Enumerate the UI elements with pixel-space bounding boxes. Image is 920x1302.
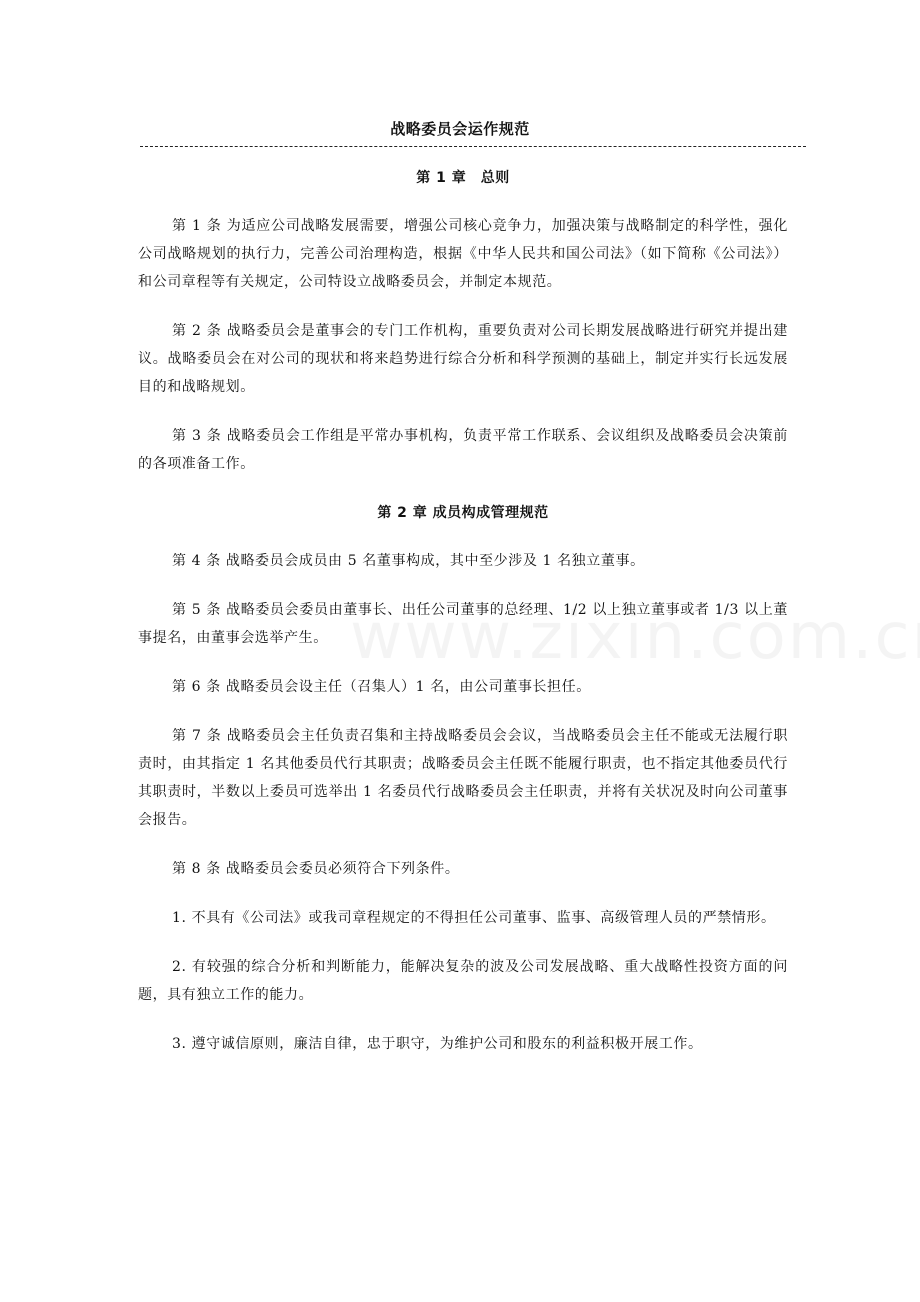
document-body [138, 164, 788, 1079]
article-5: 第 5 条 战略委员会委员由董事长、出任公司董事的总经理、1/2 以上独立董事或者 1/3 以上董事提名，由董事会选举产生。 [138, 602, 788, 646]
article-7: 第 7 条 战略委员会主任负责召集和主持战略委员会会议，当战略委员会主任不能或无法履行职责时，由其指定 1 名其他委员代行其职责；战略委员会主任既不能履行职责，也不指定其他委员代行其职责时，半数以上委员可选举出 1 名委员代行战略委员会主任职责，并将有关状况及时向公司董事会报告。 [138, 728, 788, 828]
article-2: 第 2 条 战略委员会是董事会的专门工作机构，重要负责对公司长期发展战略进行研究并提出建议。战略委员会在对公司的现状和将来趋势进行综合分析和科学预测的基础上，制定并实行长远发展目的和战略规划。 [138, 323, 788, 395]
title-divider [140, 146, 806, 147]
document-title: 战略委员会运作规范 [390, 120, 530, 138]
condition-1: 1. 不具有《公司法》或我司章程规定的不得担任公司董事、监事、高级管理人员的严禁情形。 [172, 910, 776, 926]
chapter-2-heading: 第 2 章 成员构成管理规范 [377, 505, 549, 521]
article-4: 第 4 条 战略委员会成员由 5 名董事构成，其中至少涉及 1 名独立董事。 [172, 553, 645, 569]
article-8: 第 8 条 战略委员会委员必须符合下列条件。 [172, 861, 460, 877]
article-3: 第 3 条 战略委员会工作组是平常办事机构，负责平常工作联系、会议组织及战略委员会决策前的各项准备工作。 [138, 428, 788, 472]
article-6: 第 6 条 战略委员会设主任（召集人）1 名，由公司董事长担任。 [172, 679, 591, 695]
chapter-1-heading: 第 1 章 总则 [416, 170, 510, 186]
article-1: 第 1 条 为适应公司战略发展需要，增强公司核心竞争力，加强决策与战略制定的科学性，强化公司战略规划的执行力，完善公司治理构造，根据《中华人民共和国公司法》（如下简称《公司法》）和公司章程等有关规定，公司特设立战略委员会，并制定本规范。 [138, 218, 788, 290]
condition-3: 3. 遵守诚信原则，廉洁自律，忠于职守，为维护公司和股东的利益积极开展工作。 [172, 1036, 703, 1052]
condition-2: 2. 有较强的综合分析和判断能力，能解决复杂的波及公司发展战略、重大战略性投资方面的问题，具有独立工作的能力。 [138, 959, 788, 1003]
